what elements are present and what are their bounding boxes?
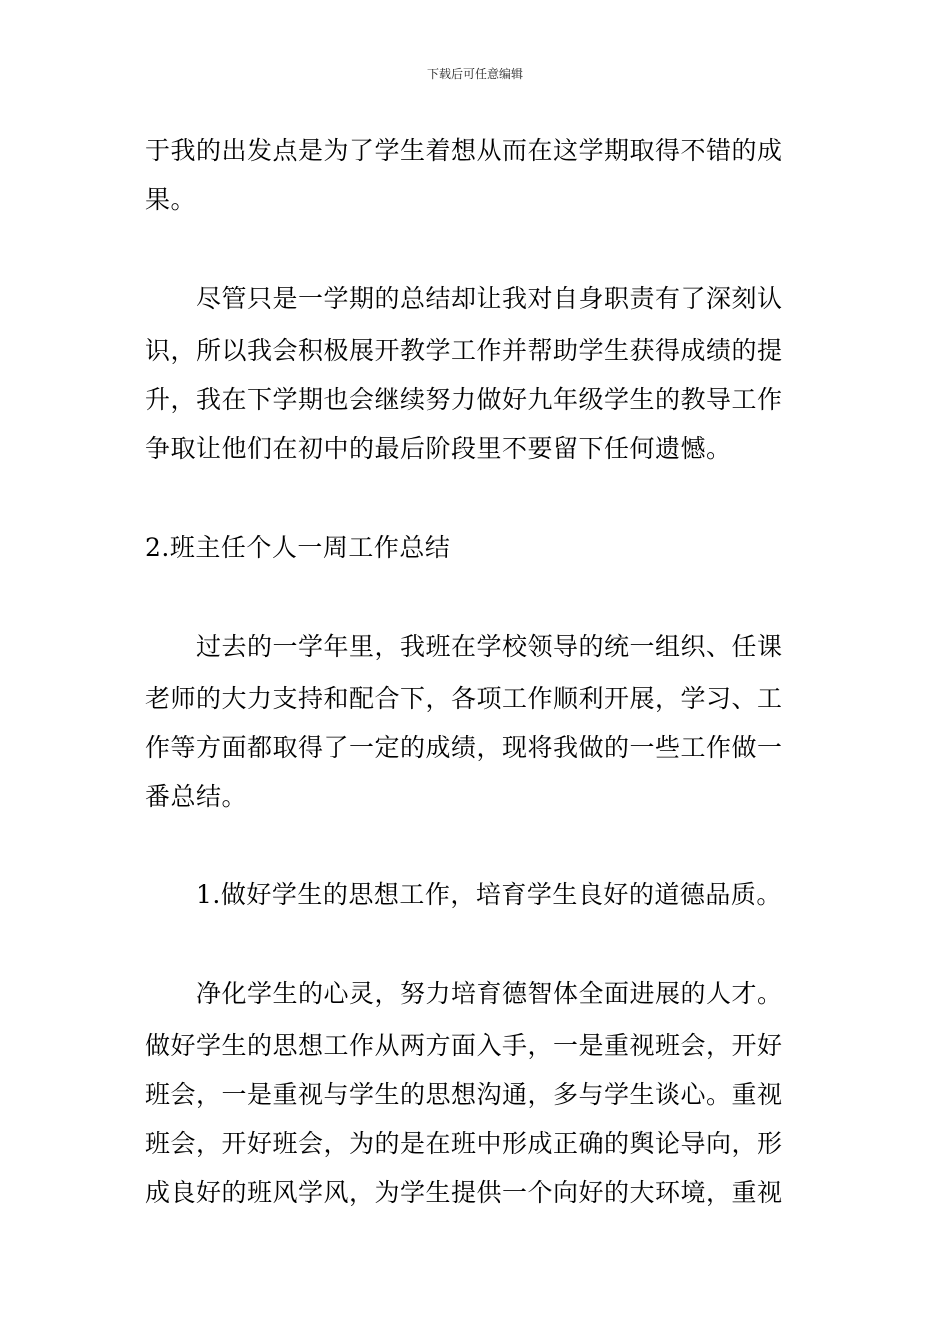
text-line: 班会，开好班会，为的是在班中形成正确的舆论导向，形 xyxy=(145,1129,783,1158)
text-line: 成良好的班风学风，为学生提供一个向好的大环境，重视 xyxy=(145,1178,783,1207)
paragraph-first-line: 净化学生的心灵，努力培育德智体全面进展的人才。 xyxy=(196,979,783,1008)
page-header: 下载后可任意编辑 xyxy=(426,67,523,81)
text-line: 果。 xyxy=(145,185,197,214)
section-heading: 2.班主任个人一周工作总结 xyxy=(145,533,451,562)
text-line: 识，所以我会积极展开教学工作并帮助学生获得成绩的提 xyxy=(145,336,783,365)
paragraph-first-line: 过去的一学年里，我班在学校领导的统一组织、任课 xyxy=(196,632,783,661)
text-line: 于我的出发点是为了学生着想从而在这学期取得不错的成 xyxy=(145,136,783,165)
text-line: 升，我在下学期也会继续努力做好九年级学生的教导工作 xyxy=(145,385,783,414)
text-line: 班会，一是重视与学生的思想沟通，多与学生谈心。重视 xyxy=(145,1080,783,1109)
paragraph-first-line: 尽管只是一学期的总结却让我对自身职责有了深刻认 xyxy=(196,284,783,313)
text-line: 作等方面都取得了一定的成绩，现将我做的一些工作做一 xyxy=(145,733,783,762)
text-line: 老师的大力支持和配合下，各项工作顺利开展，学习、工 xyxy=(145,684,783,713)
subsection-heading: 1.做好学生的思想工作，培育学生良好的道德品质。 xyxy=(196,880,782,909)
text-line: 做好学生的思想工作从两方面入手，一是重视班会，开好 xyxy=(145,1031,783,1060)
text-line: 番总结。 xyxy=(145,782,248,811)
text-line: 争取让他们在初中的最后阶段里不要留下任何遗憾。 xyxy=(145,434,732,463)
